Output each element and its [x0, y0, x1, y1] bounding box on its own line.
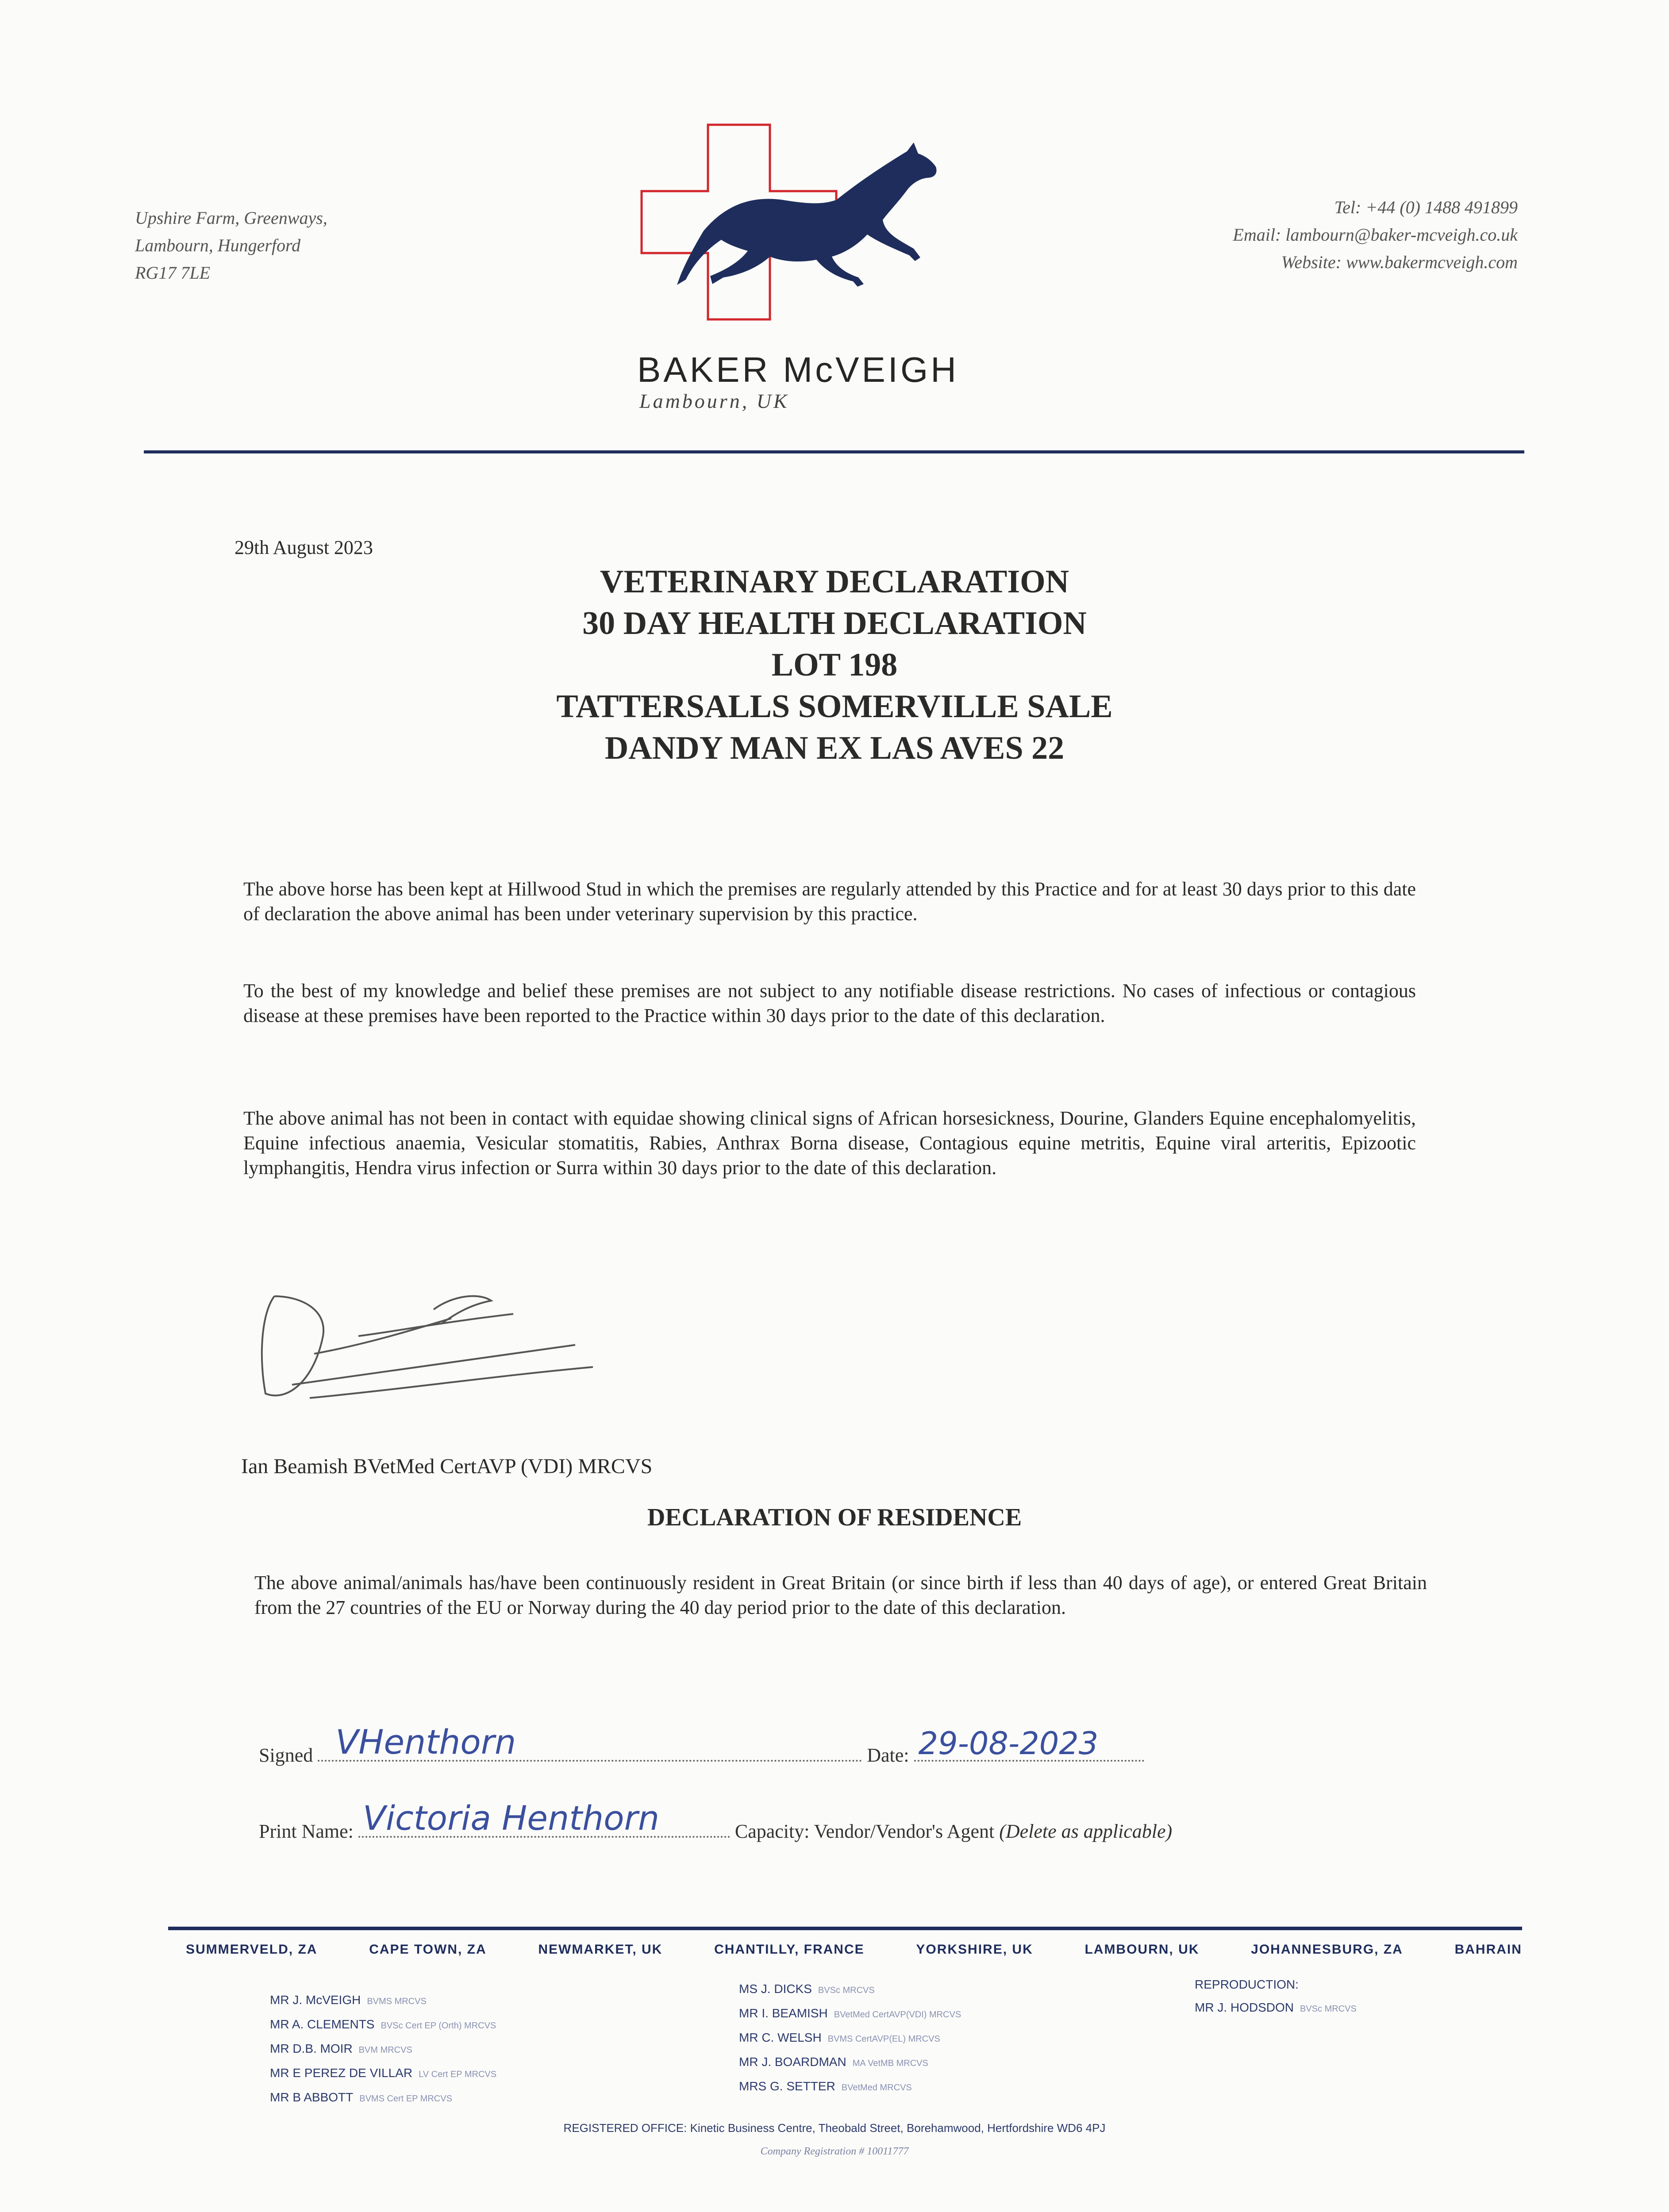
contact-website[interactable]: Website: www.bakermcveigh.com [1281, 252, 1518, 272]
practice-address [135, 204, 327, 287]
location-item: CAPE TOWN, ZA [369, 1942, 487, 1957]
company-registration: Company Registration # 10011777 [760, 2146, 909, 2157]
location-item: LAMBOURN, UK [1084, 1942, 1200, 1957]
location-item: JOHANNESBURG, ZA [1251, 1942, 1403, 1957]
capacity-label: Capacity: Vendor/Vendor's Agent [735, 1820, 995, 1842]
staff-member: MRS G. SETTER BVetMed MRCVS [739, 2079, 912, 2093]
date-value: 29-08-2023 [918, 1725, 1099, 1762]
letterhead-divider [144, 450, 1524, 453]
practice-contact [1173, 194, 1518, 276]
location-item: SUMMERVELD, ZA [186, 1942, 318, 1957]
vet-signature [248, 1270, 611, 1420]
title-line: LOT 198 [771, 647, 898, 683]
print-name-value: Victoria Henthorn [362, 1798, 660, 1838]
footer-divider [168, 1927, 1522, 1930]
brand-location: Lambourn, UK [639, 390, 789, 412]
capacity-note: (Delete as applicable) [999, 1820, 1173, 1842]
staff-column-3 [1195, 1973, 1357, 2020]
staff-member: MR I. BEAMISH BVetMed CertAVP(VDI) MRCVS [739, 2006, 961, 2020]
staff-member: MR J. HODSDON BVSc MRCVS [1195, 2001, 1357, 2014]
brand-name: BAKER McVEIGH [637, 350, 959, 389]
supervision-paragraph: The above horse has been kept at Hillwood Stud in which the premises are regularly attended by this Practice and for at least 30 days prior to this date of declaration the above animal has been under veterinary supervision by this practice. [243, 878, 1416, 925]
staff-member: MS J. DICKS BVSc MRCVS [739, 1982, 875, 1996]
residence-heading: DECLARATION OF RESIDENCE [647, 1504, 1022, 1531]
contact-email[interactable]: Email: lambourn@baker-mcveigh.co.uk [1233, 225, 1518, 245]
print-name-label: Print Name: [259, 1820, 354, 1842]
vet-name: Ian Beamish BVetMed CertAVP (VDI) MRCVS [241, 1455, 653, 1478]
contact-phone: Tel: +44 (0) 1488 491899 [1334, 197, 1518, 217]
date-field[interactable] [914, 1725, 1144, 1762]
date-label: Date: [867, 1744, 909, 1766]
reproduction-heading: REPRODUCTION: [1195, 1978, 1299, 1991]
staff-member: MR D.B. MOIR BVM MRCVS [270, 2042, 412, 2055]
location-item: CHANTILLY, FRANCE [714, 1942, 865, 1957]
horse-silhouette [677, 142, 936, 287]
registered-office: REGISTERED OFFICE: Kinetic Business Centre, Theobald Street, Borehamwood, Hertfordshire WD6 4PJ [563, 2121, 1106, 2135]
staff-member: MR E PEREZ DE VILLAR LV Cert EP MRCVS [270, 2066, 497, 2080]
staff-member: MR J. McVEIGH BVMS MRCVS [270, 1993, 427, 2007]
title-line: TATTERSALLS SOMERVILLE SALE [556, 688, 1113, 725]
title-line: 30 DAY HEALTH DECLARATION [582, 605, 1087, 641]
location-item: NEWMARKET, UK [538, 1942, 663, 1957]
signature-field[interactable] [318, 1722, 862, 1762]
staff-member: MR J. BOARDMAN MA VetMB MRCVS [739, 2055, 928, 2069]
address-line: Upshire Farm, Greenways, [135, 208, 327, 228]
restrictions-paragraph: To the best of my knowledge and belief these premises are not subject to any notifiable disease restrictions. No cases of infectious or contagious disease at these premises have been reported to the Practice within 30 days prior to the date of this declaration. [243, 980, 1416, 1026]
staff-column-1 [270, 1989, 496, 2110]
staff-member: MR B ABBOTT BVMS Cert EP MRCVS [270, 2090, 452, 2104]
contact-diseases-paragraph: The above animal has not been in contact with equidae showing clinical signs of African horsesickness, Dourine, Glanders Equine encephalomyelitis, Equine infectious anaemia, Vesicular stomatitis, Rabies, Anthrax Borna disease, Contagious equine metritis, Equine viral arteritis, Epizootic lymphangitis, Hendra virus infection or Surra within 30 days prior to the date of this declaration. [243, 1107, 1416, 1179]
signed-label: Signed [259, 1744, 313, 1766]
location-item: YORKSHIRE, UK [916, 1942, 1033, 1957]
staff-column-2 [739, 1978, 961, 2099]
address-line: Lambourn, Hungerford [135, 235, 301, 255]
vendor-signature: VHenthorn [335, 1722, 516, 1762]
title-line: VETERINARY DECLARATION [600, 564, 1069, 600]
location-item: BAHRAIN [1454, 1942, 1522, 1957]
staff-member: MR C. WELSH BVMS CertAVP(EL) MRCVS [739, 2031, 940, 2044]
title-line: DANDY MAN EX LAS AVES 22 [604, 730, 1065, 766]
declaration-titles [0, 561, 1669, 769]
residence-paragraph: The above animal/animals has/have been continuously resident in Great Britain (or since birth if less than 40 days of age), or entered Great Britain from the 27 countries of the EU or Norway during the 40 day period prior to the date of this declaration. [254, 1572, 1427, 1618]
address-line: RG17 7LE [135, 263, 210, 283]
print-name-field[interactable] [358, 1798, 730, 1838]
print-name-row [259, 1798, 1173, 1843]
signed-row [259, 1722, 1144, 1767]
footer-locations [186, 1942, 1522, 1957]
letter-date: 29th August 2023 [235, 537, 373, 558]
staff-member: MR A. CLEMENTS BVSc Cert EP (Orth) MRCVS [270, 2017, 496, 2031]
